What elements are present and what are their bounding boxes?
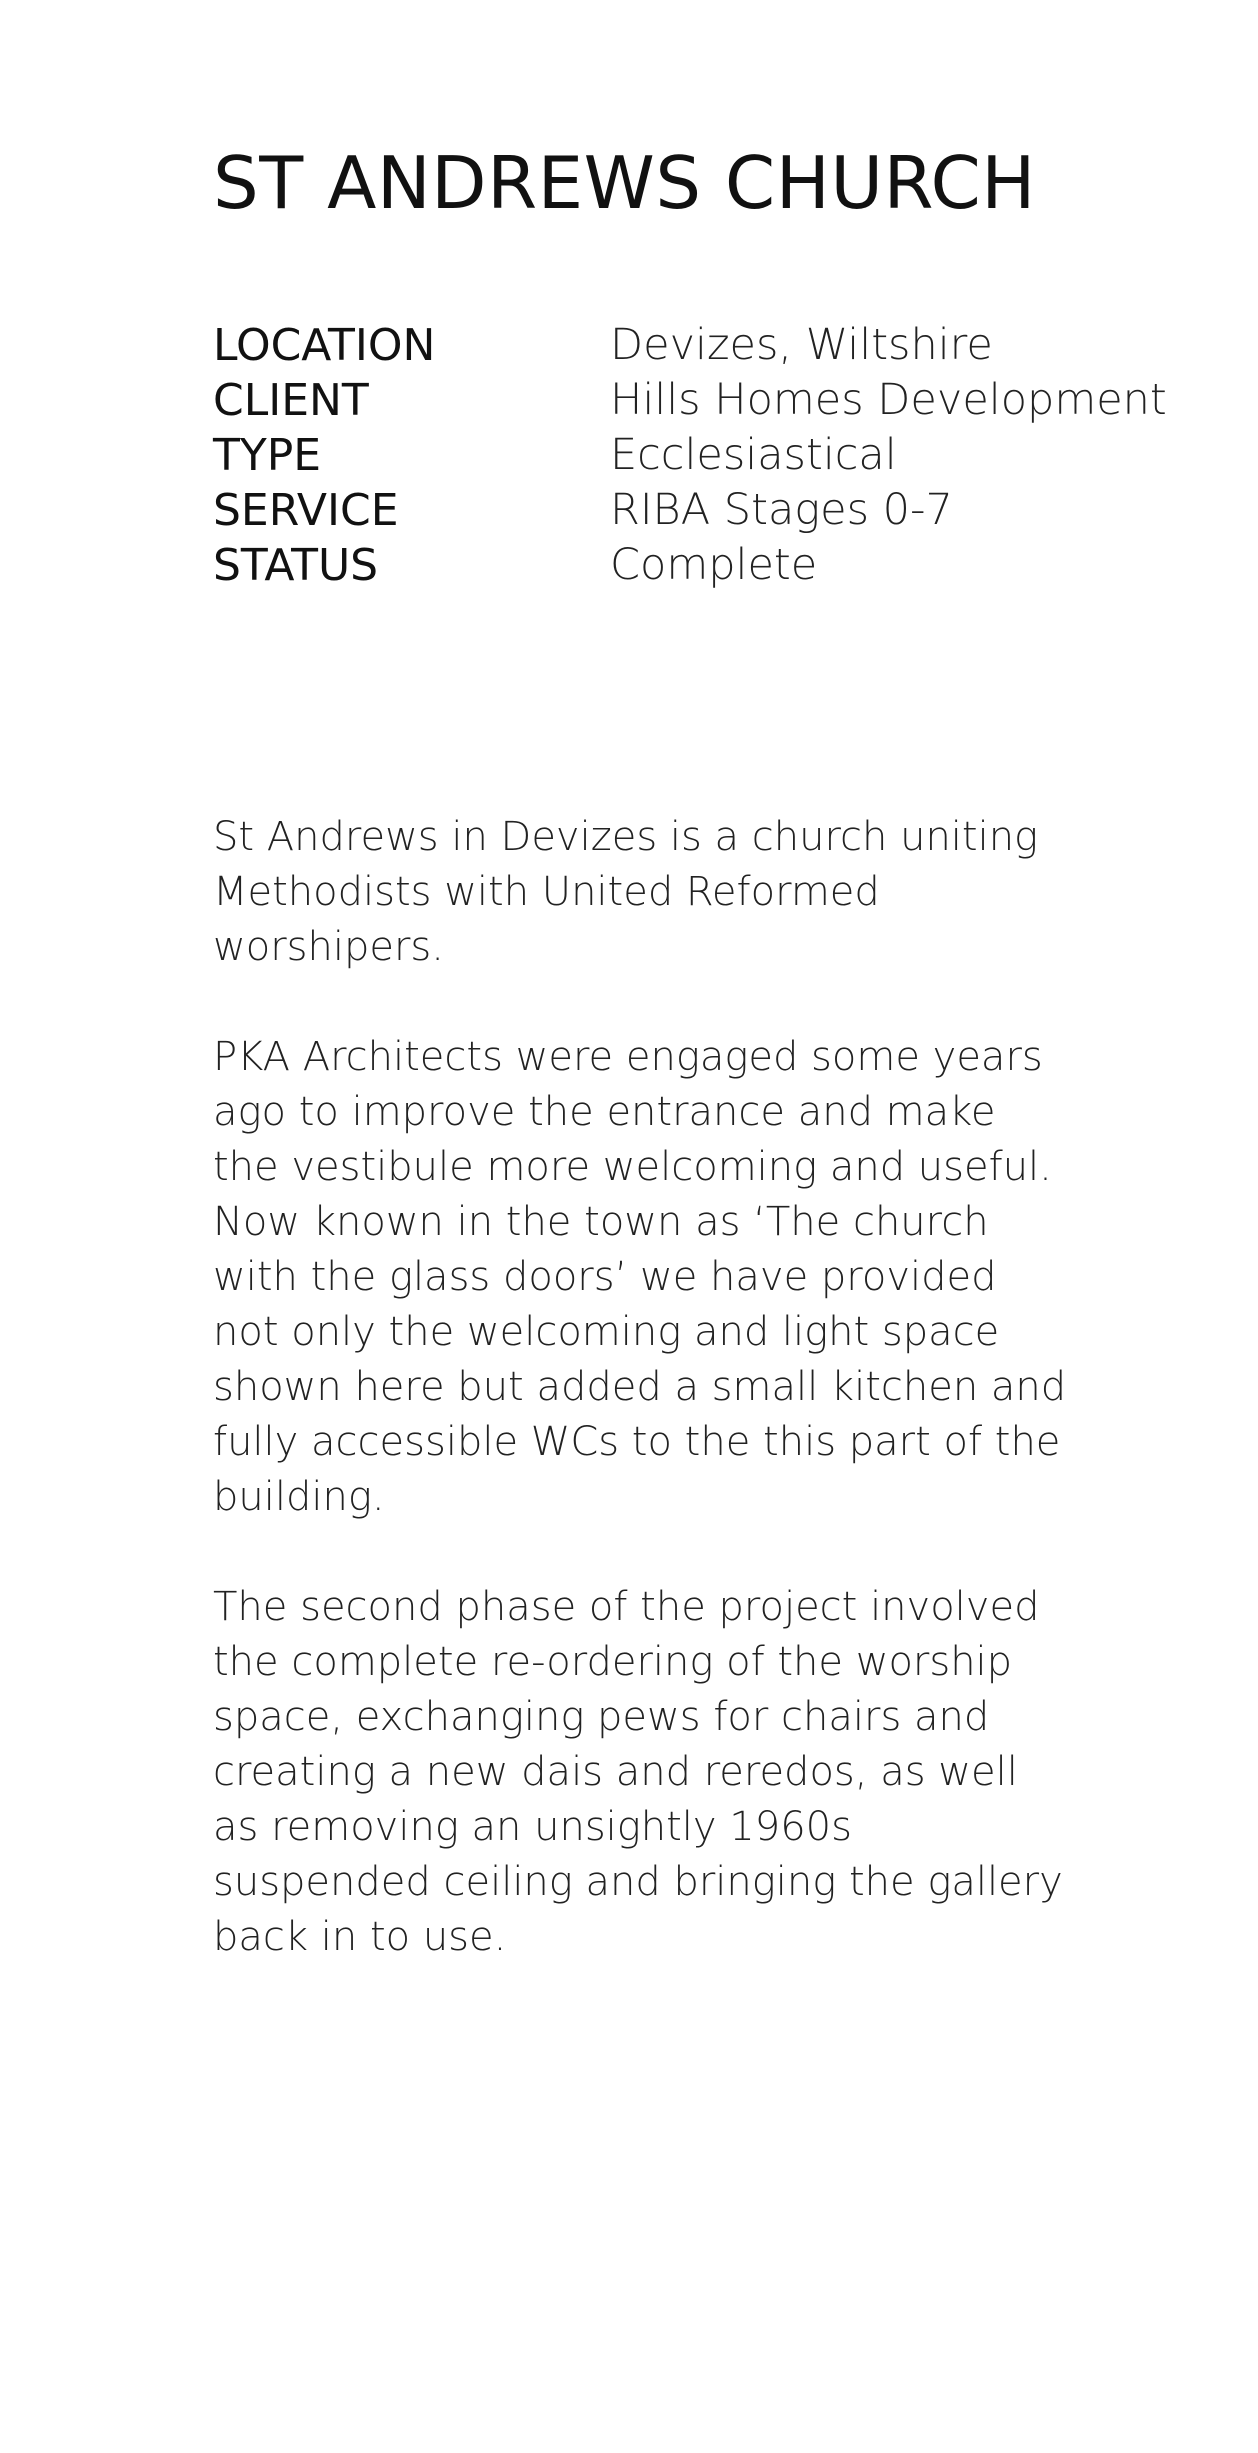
detail-key-location: LOCATION	[213, 320, 436, 371]
detail-row-status	[213, 538, 1213, 593]
detail-key-client: CLIENT	[213, 375, 369, 426]
detail-value-status: Complete	[610, 540, 818, 590]
description-paragraph-2: PKA Architects were engaged some years ago to improve the entrance and make the vestibule more welcoming and useful. Now known in the town as ‘The church with the glass doors’ we have provided not only the welcoming and light space shown here but added a small kitchen and fully accessible WCs to the this part of the building.	[213, 1034, 1067, 1520]
project-details	[213, 318, 1213, 593]
page-title: ST ANDREWS CHURCH	[213, 141, 1036, 225]
detail-value-service: RIBA Stages 0-7	[610, 485, 953, 535]
detail-key-status: STATUS	[213, 540, 379, 591]
description-paragraph-3: The second phase of the project involved the complete re-ordering of the worship space, exchanging pews for chairs and creating a new dais and reredos, as well as removing an unsightly 1960s suspended ceiling and bringing the gallery back in to use.	[213, 1584, 1063, 1960]
detail-value-type: Ecclesiastical	[610, 430, 897, 480]
detail-row-location	[213, 318, 1213, 373]
detail-key-service: SERVICE	[213, 485, 399, 536]
detail-row-service	[213, 483, 1213, 538]
detail-value-client: Hills Homes Development	[610, 375, 1167, 425]
detail-value-location: Devizes, Wiltshire	[610, 320, 993, 370]
detail-key-type: TYPE	[213, 430, 322, 481]
description-paragraph-1: St Andrews in Devizes is a church uniting Methodists with United Reformed worshipers.	[213, 814, 1039, 970]
project-description	[213, 810, 1073, 2020]
detail-row-client	[213, 373, 1213, 428]
detail-row-type	[213, 428, 1213, 483]
